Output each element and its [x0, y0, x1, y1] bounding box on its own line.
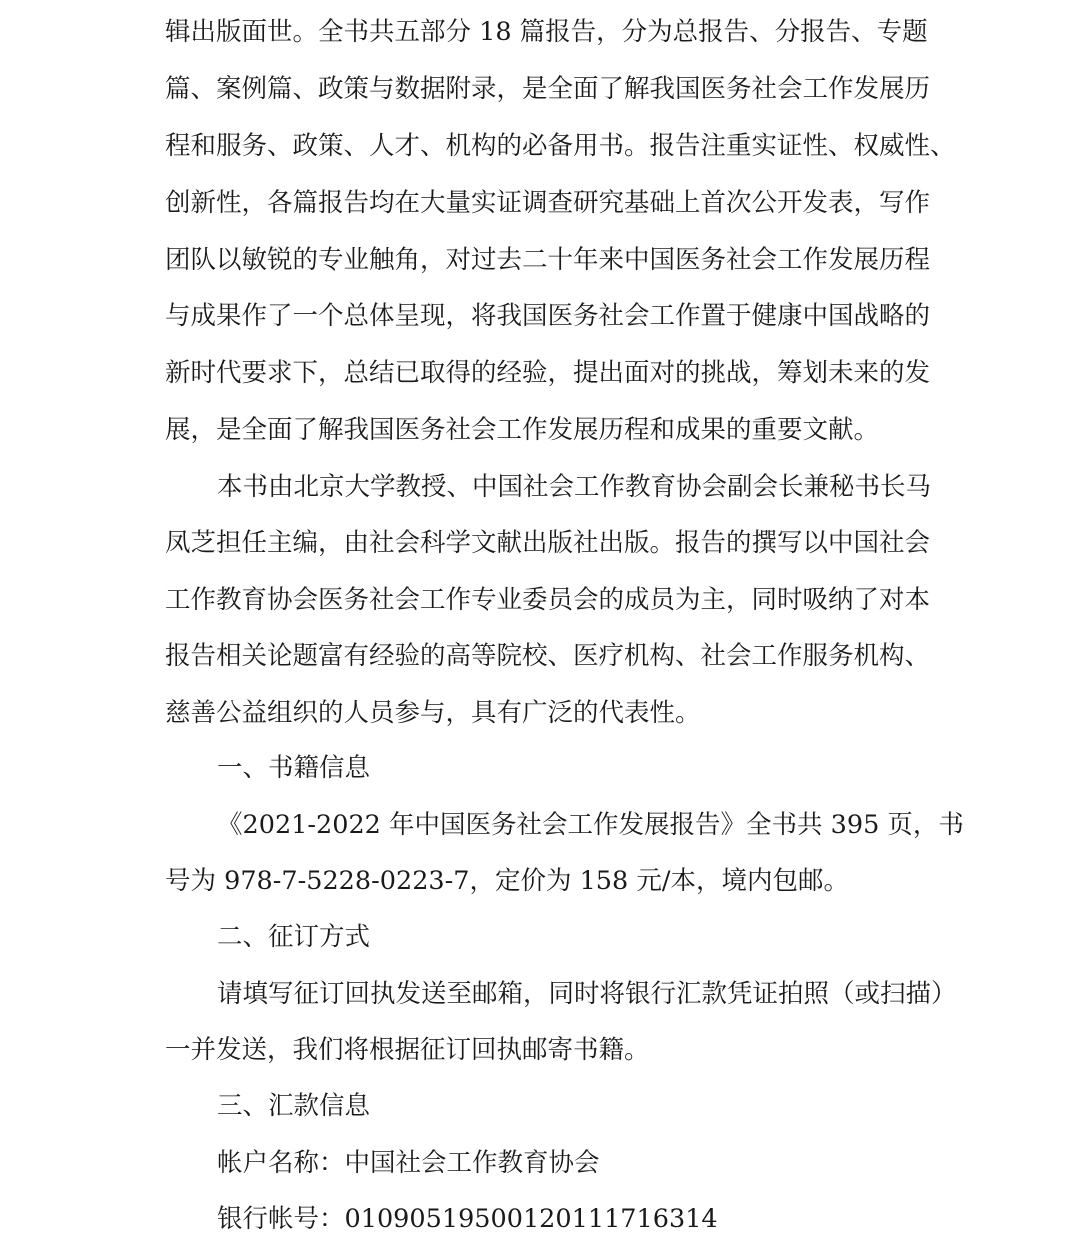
paragraph2-line: 报告相关论题富有经验的高等院校、医疗机构、社会工作服务机构、 [165, 641, 931, 671]
paragraph1-line: 团队以敏锐的专业触角，对过去二十年来中国医务社会工作发展历程 [165, 245, 931, 275]
account-name: 帐户名称：中国社会工作教育协会 [217, 1148, 600, 1178]
paragraph1-line: 新时代要求下，总结已取得的经验，提出面对的挑战，筹划未来的发 [165, 358, 931, 388]
section-heading-book-info: 一、书籍信息 [217, 753, 371, 783]
paragraph2-line: 工作教育协会医务社会工作专业委员会的成员为主，同时吸纳了对本 [165, 585, 931, 615]
paragraph1-line: 与成果作了一个总体呈现，将我国医务社会工作置于健康中国战略的 [165, 301, 931, 331]
section-heading-remittance-info: 三、汇款信息 [217, 1091, 371, 1121]
paragraph2-line: 慈善公益组织的人员参与，具有广泛的代表性。 [165, 698, 701, 728]
bank-account-number: 银行帐号：0109051950012011171631​4 [217, 1204, 718, 1234]
paragraph1-line: 辑出版面世。全书共五部分 18 篇报告，分为总报告、分报告、专题 [165, 17, 928, 47]
paragraph1-line: 篇、案例篇、政策与数据附录，是全面了解我国医务社会工作发展历 [165, 74, 931, 104]
paragraph1-line: 展，是全面了解我国医务社会工作发展历程和成果的重要文献。 [165, 415, 880, 445]
paragraph1-line: 程和服务、政策、人才、机构的必备用书。报告注重实证性、权威性、 [165, 131, 956, 161]
paragraph2-line: 本书由北京大学教授、中国社会工作教育协会副会长兼秘书长马 [217, 472, 932, 502]
book-info-line: 《2021-2022 年中国医务社会工作发展报告》全书共 395 页，书 [217, 810, 964, 840]
paragraph2-line: 凤芝担任主编，由社会科学文献出版社出版。报告的撰写以中国社会 [165, 528, 931, 558]
book-info-line: 号为 978-7-5228-0223-7，定价为 158 元/本，境内包邮。 [165, 866, 849, 896]
order-method-line: 一并发送，我们将根据征订回执邮寄书籍。 [165, 1035, 650, 1065]
paragraph1-line: 创新性，各篇报告均在大量实证调查研究基础上首次公开发表，写作 [165, 188, 931, 218]
section-heading-order-method: 二、征订方式 [217, 922, 371, 952]
order-method-line: 请填写征订回执发送至邮箱，同时将银行汇款凭证拍照（或扫描） [217, 979, 957, 1009]
